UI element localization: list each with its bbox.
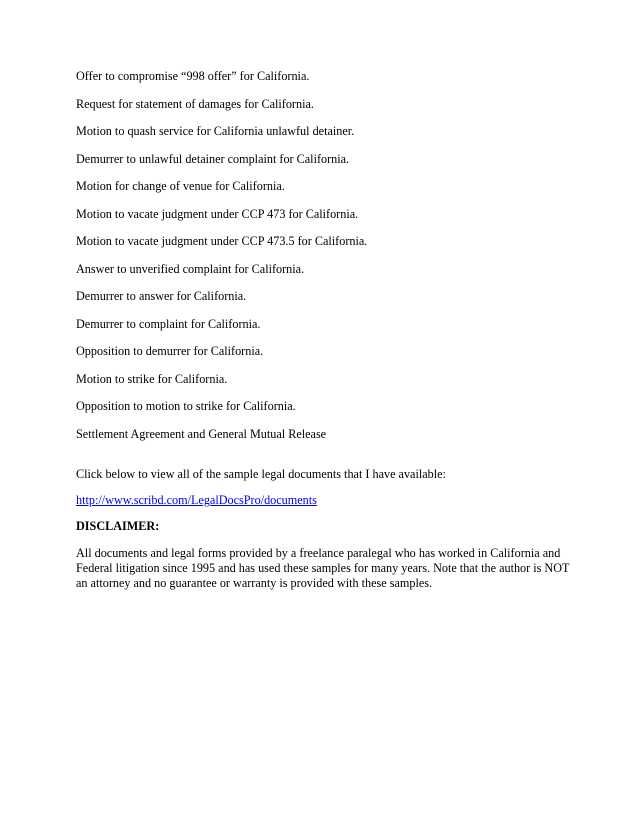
document-list-item: Opposition to motion to strike for California.: [76, 399, 296, 413]
disclaimer-body: All documents and legal forms provided by a freelance paralegal who has worked in California and Federal litigation since 1995 and has used these samples for many years. Note that the author is NOT an attorney and no guarantee or warranty is provided with these samples.: [76, 546, 570, 591]
document-list-item: Motion to vacate judgment under CCP 473.5 for California.: [76, 234, 368, 248]
document-list-item: Answer to unverified complaint for California.: [76, 261, 305, 276]
documents-link[interactable]: http://www.scribd.com/LegalDocsPro/documents: [76, 493, 317, 507]
document-list-item: Settlement Agreement and General Mutual Release: [76, 426, 327, 441]
document-list-item: Demurrer to unlawful detainer complaint for California.: [76, 151, 350, 166]
document-list-item: Motion for change of venue for California.: [76, 179, 285, 193]
intro-text: Click below to view all of the sample legal documents that I have available:: [76, 467, 446, 481]
document-list-item: Offer to compromise “998 offer” for California.: [76, 69, 310, 83]
document-list-item: Motion to strike for California.: [76, 371, 228, 386]
document-content: [76, 69, 576, 592]
section-spacer: [76, 454, 576, 467]
document-list-item: Motion to vacate judgment under CCP 473 for California.: [76, 206, 359, 221]
document-list-item: Motion to quash service for California unlawful detainer.: [76, 124, 355, 138]
document-list-item: Demurrer to answer for California.: [76, 289, 247, 303]
document-list-item: Opposition to demurrer for California.: [76, 344, 264, 358]
disclaimer-heading: DISCLAIMER:: [76, 519, 160, 533]
document-list-item: Demurrer to complaint for California.: [76, 316, 261, 331]
document-list-item: Request for statement of damages for California.: [76, 96, 314, 111]
